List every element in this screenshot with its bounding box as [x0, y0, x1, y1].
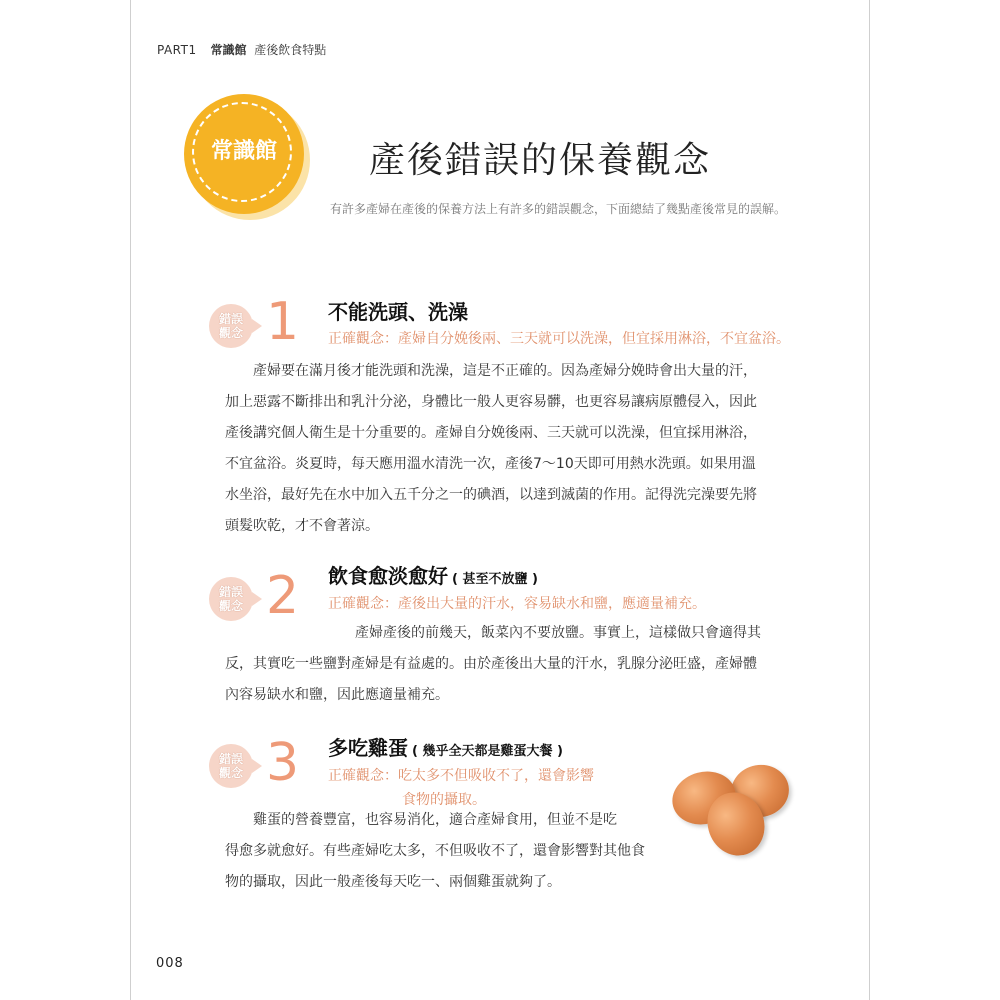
item-title-text-2: 飲食愈淡愈好: [328, 564, 448, 588]
item-title-3: [328, 732, 563, 761]
item-title-text-3: 多吃雞蛋: [328, 736, 408, 760]
body-line: 物的攝取，因此一般產後每天吃一、兩個雞蛋就夠了。: [225, 874, 561, 890]
body-line: 產婦產後的前幾天，飯菜內不要放鹽。事實上，這樣做只會適得其: [355, 625, 761, 641]
item-body-3: [225, 805, 695, 898]
page-number: 008: [156, 956, 184, 971]
correct-concept-3-line-1: 正確觀念：吃太多不但吸收不了，還會影響: [328, 768, 594, 784]
mistake-label-line-2: 觀念: [218, 766, 243, 780]
body-line: 雞蛋的營養豐富，也容易消化，適合產婦食用，但並不是吃: [253, 812, 617, 828]
correct-concept-2: 正確觀念：產後出大量的汗水，容易缺水和鹽，應適量補充。: [328, 596, 706, 612]
body-line: 反，其實吃一些鹽對產婦是有益處的。由於產後出大量的汗水，乳腺分泌旺盛，產婦體: [225, 656, 757, 672]
correct-concept-3-line-2: 食物的攝取。: [402, 792, 486, 808]
mistake-label-line-2: 觀念: [218, 599, 243, 613]
body-line: 頭髮吹乾，才不會著涼。: [225, 518, 379, 534]
item-title-1: [328, 296, 468, 325]
item-title-2: [328, 560, 538, 589]
item-body-2: [225, 618, 805, 711]
mistake-label-line-2: 觀念: [218, 326, 243, 340]
body-line: 不宜盆浴。炎夏時，每天應用溫水清洗一次，產後7～10天即可用熱水洗頭。如果用溫: [225, 456, 756, 472]
section-badge: [184, 94, 304, 214]
item-note-2: ( 甚至不放鹽 ): [452, 572, 538, 587]
header-part: PART1: [157, 43, 197, 57]
badge-label: 常識館: [210, 138, 277, 164]
mistake-label-2: [209, 577, 253, 621]
running-header: [157, 41, 326, 58]
item-number-2: 2: [266, 566, 300, 626]
page-title: 產後錯誤的保養觀念: [368, 140, 711, 181]
body-line: 得愈多就愈好。有些產婦吃太多，不但吸收不了，還會影響對其他食: [225, 843, 645, 859]
body-line: 水坐浴，最好先在水中加入五千分之一的碘酒，以達到滅菌的作用。記得洗完澡要先將: [225, 487, 757, 503]
item-note-3: ( 幾乎全天都是雞蛋大餐 ): [412, 744, 563, 759]
page-subtitle: 有許多產婦在產後的保養方法上有許多的錯誤觀念，下面總結了幾點產後常見的誤解。: [330, 202, 787, 216]
mistake-label-3: [209, 744, 253, 788]
correct-concept-1: 正確觀念：產婦自分娩後兩、三天就可以洗澡，但宜採用淋浴，不宜盆浴。: [328, 331, 790, 347]
item-number-1: 1: [266, 292, 300, 352]
header-chapter: 產後飲食特點: [254, 43, 327, 57]
body-line: 內容易缺水和鹽，因此應適量補充。: [225, 687, 449, 703]
mistake-label-1: [209, 304, 253, 348]
body-line: 產後講究個人衛生是十分重要的。產婦自分娩後兩、三天就可以洗澡，但宜採用淋浴，: [225, 425, 757, 441]
mistake-label-line-1: 錯誤: [218, 752, 243, 766]
mistake-label-line-1: 錯誤: [218, 312, 243, 326]
header-section: 常識館: [210, 43, 247, 57]
body-line: 產婦要在滿月後才能洗頭和洗澡，這是不正確的。因為產婦分娩時會出大量的汗，: [253, 363, 757, 379]
item-body-1: [225, 356, 805, 542]
mistake-label-line-1: 錯誤: [218, 585, 243, 599]
body-line: 加上惡露不斷排出和乳汁分泌，身體比一般人更容易髒，也更容易讓病原體侵入，因此: [225, 394, 757, 410]
item-number-3: 3: [266, 733, 300, 793]
item-title-text-1: 不能洗頭、洗澡: [328, 300, 468, 324]
